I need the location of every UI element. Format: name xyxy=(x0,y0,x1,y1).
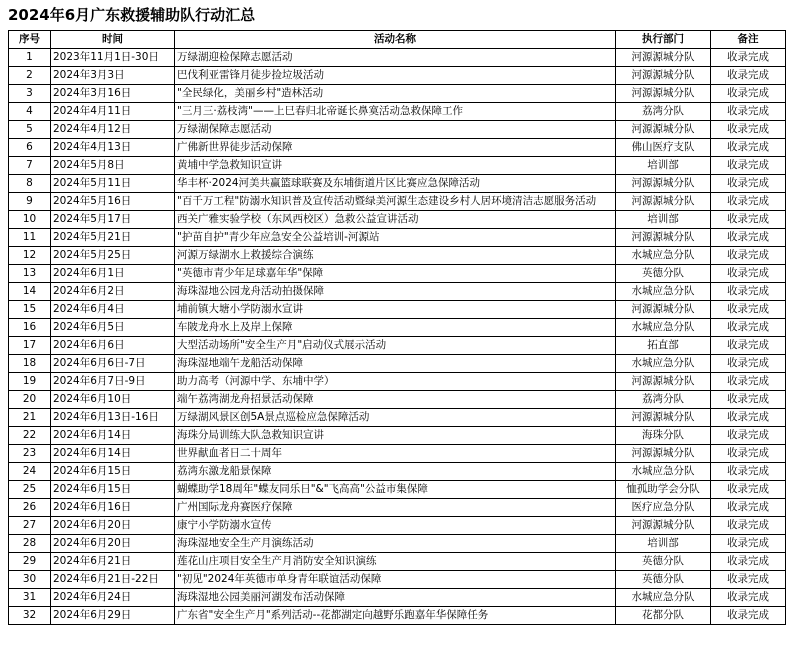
cell-department: 荔湾分队 xyxy=(616,103,711,121)
cell-no: 3 xyxy=(9,85,51,103)
cell-no: 27 xyxy=(9,517,51,535)
cell-note: 收录完成 xyxy=(711,409,786,427)
cell-activity-name: 康宁小学防溺水宣传 xyxy=(175,517,616,535)
header-no: 序号 xyxy=(9,31,51,49)
cell-no: 26 xyxy=(9,499,51,517)
cell-no: 30 xyxy=(9,571,51,589)
cell-note: 收录完成 xyxy=(711,229,786,247)
cell-activity-name: 莲花山庄项目安全生产月消防安全知识演练 xyxy=(175,553,616,571)
cell-department: 水城应急分队 xyxy=(616,319,711,337)
cell-department: 河源源城分队 xyxy=(616,301,711,319)
cell-no: 16 xyxy=(9,319,51,337)
cell-time: 2024年5月21日 xyxy=(51,229,175,247)
cell-note: 收录完成 xyxy=(711,445,786,463)
table-row xyxy=(9,247,786,265)
cell-note: 收录完成 xyxy=(711,85,786,103)
cell-department: 水城应急分队 xyxy=(616,283,711,301)
cell-department: 拓直部 xyxy=(616,337,711,355)
table-row xyxy=(9,85,786,103)
cell-time: 2024年6月4日 xyxy=(51,301,175,319)
cell-no: 15 xyxy=(9,301,51,319)
cell-time: 2024年3月16日 xyxy=(51,85,175,103)
table-body xyxy=(9,49,786,625)
activity-table xyxy=(8,30,786,625)
cell-time: 2024年6月14日 xyxy=(51,445,175,463)
cell-no: 13 xyxy=(9,265,51,283)
cell-time: 2024年4月11日 xyxy=(51,103,175,121)
table-row xyxy=(9,409,786,427)
cell-note: 收录完成 xyxy=(711,121,786,139)
cell-activity-name: 海珠分局训练大队急救知识宣讲 xyxy=(175,427,616,445)
cell-note: 收录完成 xyxy=(711,337,786,355)
cell-no: 8 xyxy=(9,175,51,193)
cell-note: 收录完成 xyxy=(711,301,786,319)
table-row xyxy=(9,283,786,301)
cell-no: 21 xyxy=(9,409,51,427)
table-row xyxy=(9,301,786,319)
header-department: 执行部门 xyxy=(616,31,711,49)
cell-activity-name: 海珠湿地端午龙船活动保障 xyxy=(175,355,616,373)
cell-department: 河源源城分队 xyxy=(616,49,711,67)
cell-note: 收录完成 xyxy=(711,391,786,409)
cell-no: 29 xyxy=(9,553,51,571)
cell-department: 水城应急分队 xyxy=(616,355,711,373)
cell-activity-name: "初见"2024年英德市单身青年联谊活动保障 xyxy=(175,571,616,589)
cell-time: 2024年6月24日 xyxy=(51,589,175,607)
table-row xyxy=(9,589,786,607)
table-row xyxy=(9,211,786,229)
cell-time: 2024年6月1日 xyxy=(51,265,175,283)
cell-time: 2023年11月1日-30日 xyxy=(51,49,175,67)
cell-note: 收录完成 xyxy=(711,589,786,607)
cell-note: 收录完成 xyxy=(711,283,786,301)
table-row xyxy=(9,175,786,193)
table-row xyxy=(9,67,786,85)
cell-department: 水城应急分队 xyxy=(616,589,711,607)
cell-time: 2024年6月6日-7日 xyxy=(51,355,175,373)
table-row xyxy=(9,535,786,553)
table-header-row xyxy=(9,31,786,49)
cell-department: 水城应急分队 xyxy=(616,463,711,481)
cell-activity-name: "三月三·荔枝湾"——上巳春归北帝诞长鼻寞活动急救保障工作 xyxy=(175,103,616,121)
cell-activity-name: 河源万绿湖水上救援综合演练 xyxy=(175,247,616,265)
cell-no: 17 xyxy=(9,337,51,355)
table-row xyxy=(9,157,786,175)
cell-note: 收录完成 xyxy=(711,535,786,553)
cell-activity-name: 巴伐利亚雷锋月徒步捡垃圾活动 xyxy=(175,67,616,85)
cell-time: 2024年6月5日 xyxy=(51,319,175,337)
cell-no: 7 xyxy=(9,157,51,175)
cell-no: 5 xyxy=(9,121,51,139)
cell-activity-name: 埔前镇大塘小学防溺水宣讲 xyxy=(175,301,616,319)
table-row xyxy=(9,193,786,211)
cell-time: 2024年4月12日 xyxy=(51,121,175,139)
table-row xyxy=(9,121,786,139)
cell-department: 河源源城分队 xyxy=(616,373,711,391)
cell-activity-name: 蝴蝶助学18周年"蝶友同乐日"&"飞高高"公益市集保障 xyxy=(175,481,616,499)
cell-department: 恤孤助学会分队 xyxy=(616,481,711,499)
cell-activity-name: 世界献血者日二十周年 xyxy=(175,445,616,463)
cell-note: 收录完成 xyxy=(711,247,786,265)
cell-note: 收录完成 xyxy=(711,67,786,85)
cell-time: 2024年5月11日 xyxy=(51,175,175,193)
cell-department: 培训部 xyxy=(616,535,711,553)
cell-department: 河源源城分队 xyxy=(616,229,711,247)
cell-department: 河源源城分队 xyxy=(616,67,711,85)
cell-note: 收录完成 xyxy=(711,265,786,283)
cell-department: 海珠分队 xyxy=(616,427,711,445)
cell-no: 6 xyxy=(9,139,51,157)
cell-time: 2024年6月14日 xyxy=(51,427,175,445)
cell-note: 收录完成 xyxy=(711,373,786,391)
cell-department: 佛山医疗支队 xyxy=(616,139,711,157)
cell-activity-name: 华丰杯·2024河美共赢篮球联赛及东埔街道片区比赛应急保障活动 xyxy=(175,175,616,193)
cell-note: 收录完成 xyxy=(711,193,786,211)
cell-activity-name: 海珠湿地公园美丽河湖发布活动保障 xyxy=(175,589,616,607)
cell-no: 22 xyxy=(9,427,51,445)
cell-no: 18 xyxy=(9,355,51,373)
table-row xyxy=(9,517,786,535)
cell-note: 收录完成 xyxy=(711,139,786,157)
table-row xyxy=(9,139,786,157)
cell-time: 2024年6月21日-22日 xyxy=(51,571,175,589)
table-row xyxy=(9,463,786,481)
cell-department: 水城应急分队 xyxy=(616,247,711,265)
cell-no: 2 xyxy=(9,67,51,85)
cell-department: 英德分队 xyxy=(616,265,711,283)
cell-time: 2024年5月25日 xyxy=(51,247,175,265)
table-row xyxy=(9,499,786,517)
cell-department: 荔湾分队 xyxy=(616,391,711,409)
cell-no: 19 xyxy=(9,373,51,391)
cell-no: 23 xyxy=(9,445,51,463)
cell-time: 2024年6月10日 xyxy=(51,391,175,409)
cell-time: 2024年5月16日 xyxy=(51,193,175,211)
cell-no: 32 xyxy=(9,607,51,625)
cell-time: 2024年6月13日-16日 xyxy=(51,409,175,427)
cell-no: 24 xyxy=(9,463,51,481)
cell-no: 28 xyxy=(9,535,51,553)
table-row xyxy=(9,319,786,337)
cell-activity-name: 万绿湖风景区创5A景点巡检应急保障活动 xyxy=(175,409,616,427)
cell-activity-name: 大型活动场所"安全生产月"启动仪式展示活动 xyxy=(175,337,616,355)
cell-activity-name: 万绿湖保障志愿活动 xyxy=(175,121,616,139)
cell-department: 河源源城分队 xyxy=(616,193,711,211)
cell-time: 2024年6月2日 xyxy=(51,283,175,301)
table-row xyxy=(9,355,786,373)
cell-department: 英德分队 xyxy=(616,553,711,571)
cell-department: 培训部 xyxy=(616,211,711,229)
cell-activity-name: 广佛新世界徒步活动保障 xyxy=(175,139,616,157)
cell-department: 英德分队 xyxy=(616,571,711,589)
cell-activity-name: "英德市青少年足球嘉年华"保障 xyxy=(175,265,616,283)
cell-department: 培训部 xyxy=(616,157,711,175)
cell-activity-name: "全民绿化，美丽乡村"造林活动 xyxy=(175,85,616,103)
cell-time: 2024年6月21日 xyxy=(51,553,175,571)
cell-time: 2024年4月13日 xyxy=(51,139,175,157)
cell-activity-name: 广州国际龙舟赛医疗保障 xyxy=(175,499,616,517)
cell-no: 1 xyxy=(9,49,51,67)
cell-time: 2024年5月8日 xyxy=(51,157,175,175)
cell-note: 收录完成 xyxy=(711,553,786,571)
cell-no: 20 xyxy=(9,391,51,409)
table-row xyxy=(9,373,786,391)
cell-note: 收录完成 xyxy=(711,571,786,589)
cell-activity-name: 荔湾东激龙船景保障 xyxy=(175,463,616,481)
cell-time: 2024年5月17日 xyxy=(51,211,175,229)
table-row xyxy=(9,391,786,409)
table-row xyxy=(9,229,786,247)
cell-note: 收录完成 xyxy=(711,211,786,229)
cell-note: 收录完成 xyxy=(711,499,786,517)
cell-activity-name: 西关广雅实验学校（东风西校区）急救公益宣讲活动 xyxy=(175,211,616,229)
cell-time: 2024年6月20日 xyxy=(51,535,175,553)
cell-note: 收录完成 xyxy=(711,607,786,625)
table-row xyxy=(9,337,786,355)
table-row xyxy=(9,49,786,67)
cell-time: 2024年6月15日 xyxy=(51,463,175,481)
cell-department: 河源源城分队 xyxy=(616,121,711,139)
header-activity-name: 活动名称 xyxy=(175,31,616,49)
cell-no: 9 xyxy=(9,193,51,211)
cell-department: 河源源城分队 xyxy=(616,517,711,535)
cell-no: 31 xyxy=(9,589,51,607)
cell-no: 14 xyxy=(9,283,51,301)
table-row xyxy=(9,481,786,499)
cell-department: 河源源城分队 xyxy=(616,85,711,103)
cell-activity-name: 海珠湿地安全生产月演练活动 xyxy=(175,535,616,553)
cell-time: 2024年6月29日 xyxy=(51,607,175,625)
cell-note: 收录完成 xyxy=(711,427,786,445)
cell-department: 医疗应急分队 xyxy=(616,499,711,517)
cell-department: 河源源城分队 xyxy=(616,175,711,193)
cell-time: 2024年6月15日 xyxy=(51,481,175,499)
cell-no: 10 xyxy=(9,211,51,229)
cell-time: 2024年6月6日 xyxy=(51,337,175,355)
cell-time: 2024年6月7日-9日 xyxy=(51,373,175,391)
cell-time: 2024年6月20日 xyxy=(51,517,175,535)
table-row xyxy=(9,445,786,463)
header-note: 备注 xyxy=(711,31,786,49)
cell-note: 收录完成 xyxy=(711,319,786,337)
cell-activity-name: 万绿湖迎检保障志愿活动 xyxy=(175,49,616,67)
cell-department: 河源源城分队 xyxy=(616,409,711,427)
page-title: 2024年6月广东救援辅助队行动汇总 xyxy=(8,6,256,24)
table-row xyxy=(9,607,786,625)
table-row xyxy=(9,427,786,445)
cell-activity-name: 黄埔中学急救知识宣讲 xyxy=(175,157,616,175)
table-row xyxy=(9,265,786,283)
cell-no: 25 xyxy=(9,481,51,499)
cell-department: 花都分队 xyxy=(616,607,711,625)
cell-activity-name: "百千万工程"防溺水知识普及宣传活动暨绿美河源生态建设乡村人居环境清洁志愿服务活动 xyxy=(175,193,616,211)
cell-department: 河源源城分队 xyxy=(616,445,711,463)
cell-no: 12 xyxy=(9,247,51,265)
cell-activity-name: 车陂龙舟水上及岸上保障 xyxy=(175,319,616,337)
cell-time: 2024年3月3日 xyxy=(51,67,175,85)
cell-time: 2024年6月16日 xyxy=(51,499,175,517)
cell-note: 收录完成 xyxy=(711,175,786,193)
cell-activity-name: "护苗自护"青少年应急安全公益培训-河源站 xyxy=(175,229,616,247)
cell-activity-name: 广东省"安全生产月"系列活动--花都湖定向越野乐跑嘉年华保障任务 xyxy=(175,607,616,625)
cell-note: 收录完成 xyxy=(711,481,786,499)
cell-note: 收录完成 xyxy=(711,517,786,535)
cell-activity-name: 海珠湿地公园龙舟活动拍摄保障 xyxy=(175,283,616,301)
cell-note: 收录完成 xyxy=(711,157,786,175)
cell-activity-name: 助力高考（河源中学、东埔中学） xyxy=(175,373,616,391)
table-row xyxy=(9,571,786,589)
cell-note: 收录完成 xyxy=(711,49,786,67)
table-row xyxy=(9,553,786,571)
cell-note: 收录完成 xyxy=(711,463,786,481)
table-row xyxy=(9,103,786,121)
cell-no: 4 xyxy=(9,103,51,121)
cell-no: 11 xyxy=(9,229,51,247)
cell-note: 收录完成 xyxy=(711,103,786,121)
cell-note: 收录完成 xyxy=(711,355,786,373)
cell-activity-name: 端午荔湾湖龙舟招景活动保障 xyxy=(175,391,616,409)
header-time: 时间 xyxy=(51,31,175,49)
